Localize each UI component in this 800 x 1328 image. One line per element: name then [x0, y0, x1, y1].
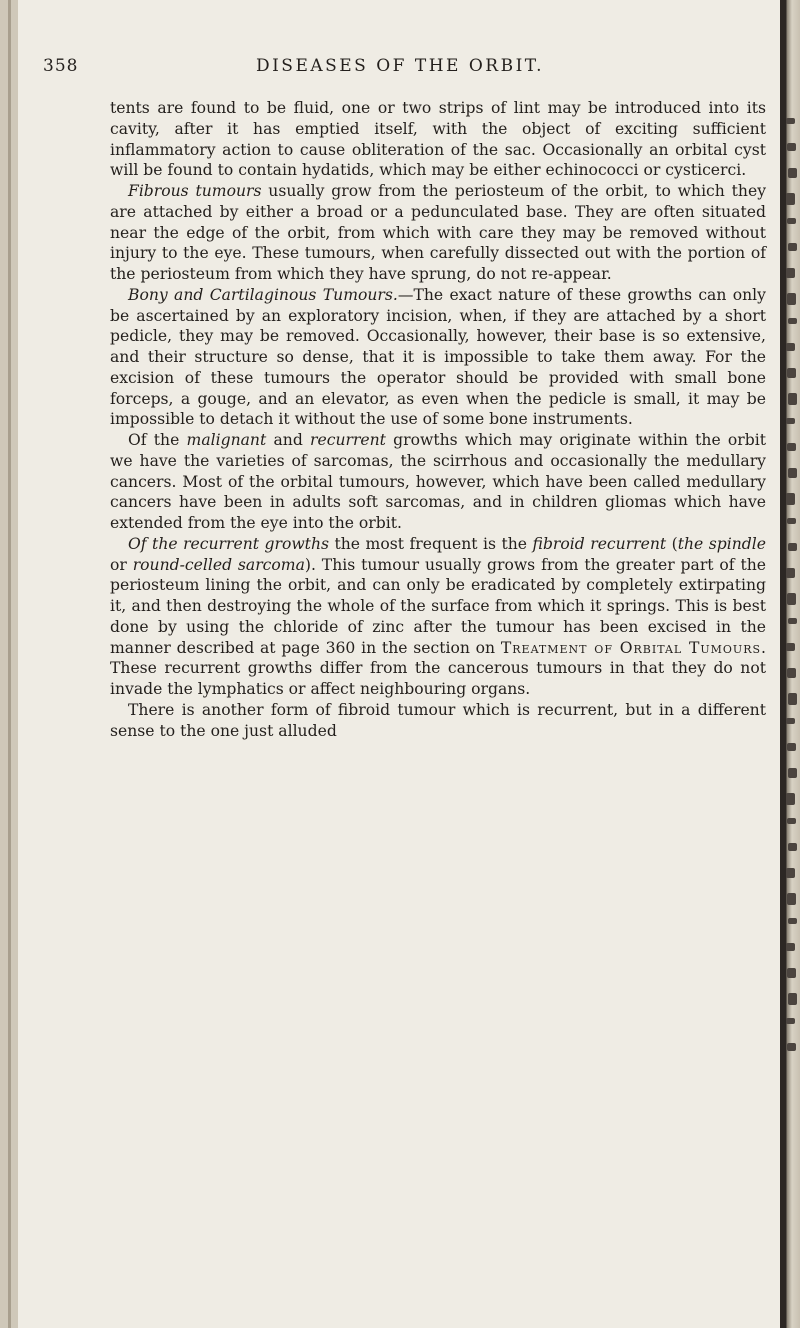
facing-page-glyph — [788, 468, 797, 478]
running-head — [0, 56, 800, 86]
text-run: and — [266, 431, 311, 449]
running-title: DISEASES OF THE ORBIT. — [255, 56, 545, 76]
paragraph-p4 — [110, 430, 766, 534]
paragraph-p1 — [110, 98, 766, 181]
text-run: ). This tumour usually grows from the greater part of the periosteum lining the orbit, and can only be eradicated by completely extirpating it, and then destroying the whole of the surface from which it springs. This is best done by using the chloride of zinc after the tumour has been excised in the manner described at page 360 in the section on — [110, 555, 766, 657]
facing-page-glyph — [787, 518, 796, 524]
text-run: the most frequent is the — [329, 534, 533, 553]
body-text — [110, 98, 766, 741]
facing-page-glyph — [787, 668, 796, 678]
facing-page-glyph — [787, 1043, 796, 1051]
facing-page-glyph — [788, 318, 797, 324]
small-caps-phrase: Treatment of Orbital Tumours — [500, 638, 762, 657]
facing-page-glyph — [788, 618, 797, 624]
facing-page-glyph — [788, 243, 797, 251]
paragraph-p2 — [110, 181, 766, 285]
italic-phrase: round-celled sarcoma — [132, 555, 305, 574]
facing-page-glyph — [786, 493, 795, 505]
page-number: 358 — [43, 56, 79, 76]
facing-page-glyph — [786, 343, 795, 351]
italic-phrase: Fibrous tumours — [128, 182, 262, 200]
facing-page-glyph — [787, 218, 796, 224]
paragraph-p5 — [110, 534, 766, 700]
facing-page-text-fragments — [780, 0, 800, 1328]
text-run: Of the — [128, 431, 187, 449]
facing-page-glyph — [787, 443, 796, 451]
text-run: There is another form of fibroid tumour which is recurrent, but in a different sense to the one just alluded — [110, 700, 766, 740]
facing-page-glyph — [786, 643, 795, 651]
text-run: or — [110, 555, 133, 574]
facing-page-glyph — [787, 818, 796, 824]
facing-page-glyph — [787, 968, 796, 978]
left-page-edge-line — [8, 0, 11, 1328]
facing-page-glyph — [786, 718, 795, 724]
facing-page-glyph — [787, 593, 796, 605]
italic-phrase: recurrent — [310, 431, 386, 449]
facing-page-glyph — [787, 293, 796, 305]
facing-page-glyph — [786, 118, 795, 124]
italic-phrase: malignant — [186, 431, 267, 449]
text-run: usually grow from the periosteum of the orbit, to which they are attached by either a broad or a pedunculated base. They are often situated near the edge of the orbit, from which with care they may be removed without injury to the eye. These tumours, when carefully dissected out with the portion of the periosteum from which they have sprung, do not re-appear. — [110, 182, 766, 283]
text-run: tents are found to be fluid, one or two strips of lint may be introduced into its cavity, after it has emptied itself, with the object of exciting sufficient inflammatory action to cause obliteration of the sac. Occasionally an orbital cyst will be found to contain hydatids, which may be either echinococci or cysticerci. — [110, 99, 766, 180]
facing-page-glyph — [788, 993, 797, 1005]
facing-page-glyph — [786, 193, 795, 205]
facing-page-glyph — [788, 693, 797, 705]
italic-phrase: fibroid recurrent — [532, 534, 667, 553]
facing-page-glyph — [787, 368, 796, 378]
facing-page-glyph — [788, 168, 797, 178]
italic-phrase: the spindle — [677, 534, 767, 553]
facing-page-glyph — [788, 543, 797, 551]
text-run: —The exact nature of these growths can only be ascertained by an exploratory incision, when, if they are attached by a short pedicle, they may be removed. Occasionally, however, their base is so extensive, and their structure so dense, that it is impossible to take them away. For the excision of these tumours the operator should be provided with small bone forceps, a gouge, and an elevator, as even when the pedicle is small, it may be impossible to detach it without the use of some bone instruments. — [110, 285, 766, 429]
facing-page-glyph — [786, 268, 795, 278]
facing-page-glyph — [786, 868, 795, 878]
facing-page-glyph — [786, 943, 795, 951]
facing-page-glyph — [788, 768, 797, 778]
facing-page-glyph — [787, 893, 796, 905]
facing-page-glyph — [787, 143, 796, 151]
paragraph-p6 — [110, 700, 766, 742]
facing-page-glyph — [787, 743, 796, 751]
facing-page-glyph — [786, 568, 795, 578]
text-run: growths which may originate within the orbit we have the varieties of sarcomas, the scirrhous and occasionally the medullary cancers. Most of the orbital tumours, however, which have been called medullary cancers have been in adults soft sarcomas, and in children gliomas which have extended from the eye into the orbit. — [110, 431, 766, 532]
italic-phrase: Bony and Cartilaginous Tumours. — [128, 285, 398, 304]
facing-page-glyph — [788, 918, 797, 924]
facing-page-glyph — [788, 393, 797, 405]
italic-phrase: Of the recurrent growths — [128, 534, 329, 553]
facing-page-glyph — [786, 418, 795, 424]
text-run: . These recurrent growths differ from the cancerous tumours in that they do not invade the lymphatics or affect neighbouring organs. — [110, 638, 766, 698]
text-run: ( — [666, 534, 678, 553]
paragraph-p3 — [110, 285, 766, 430]
facing-page-glyph — [786, 793, 795, 805]
facing-page-glyph — [786, 1018, 795, 1024]
facing-page-glyph — [788, 843, 797, 851]
